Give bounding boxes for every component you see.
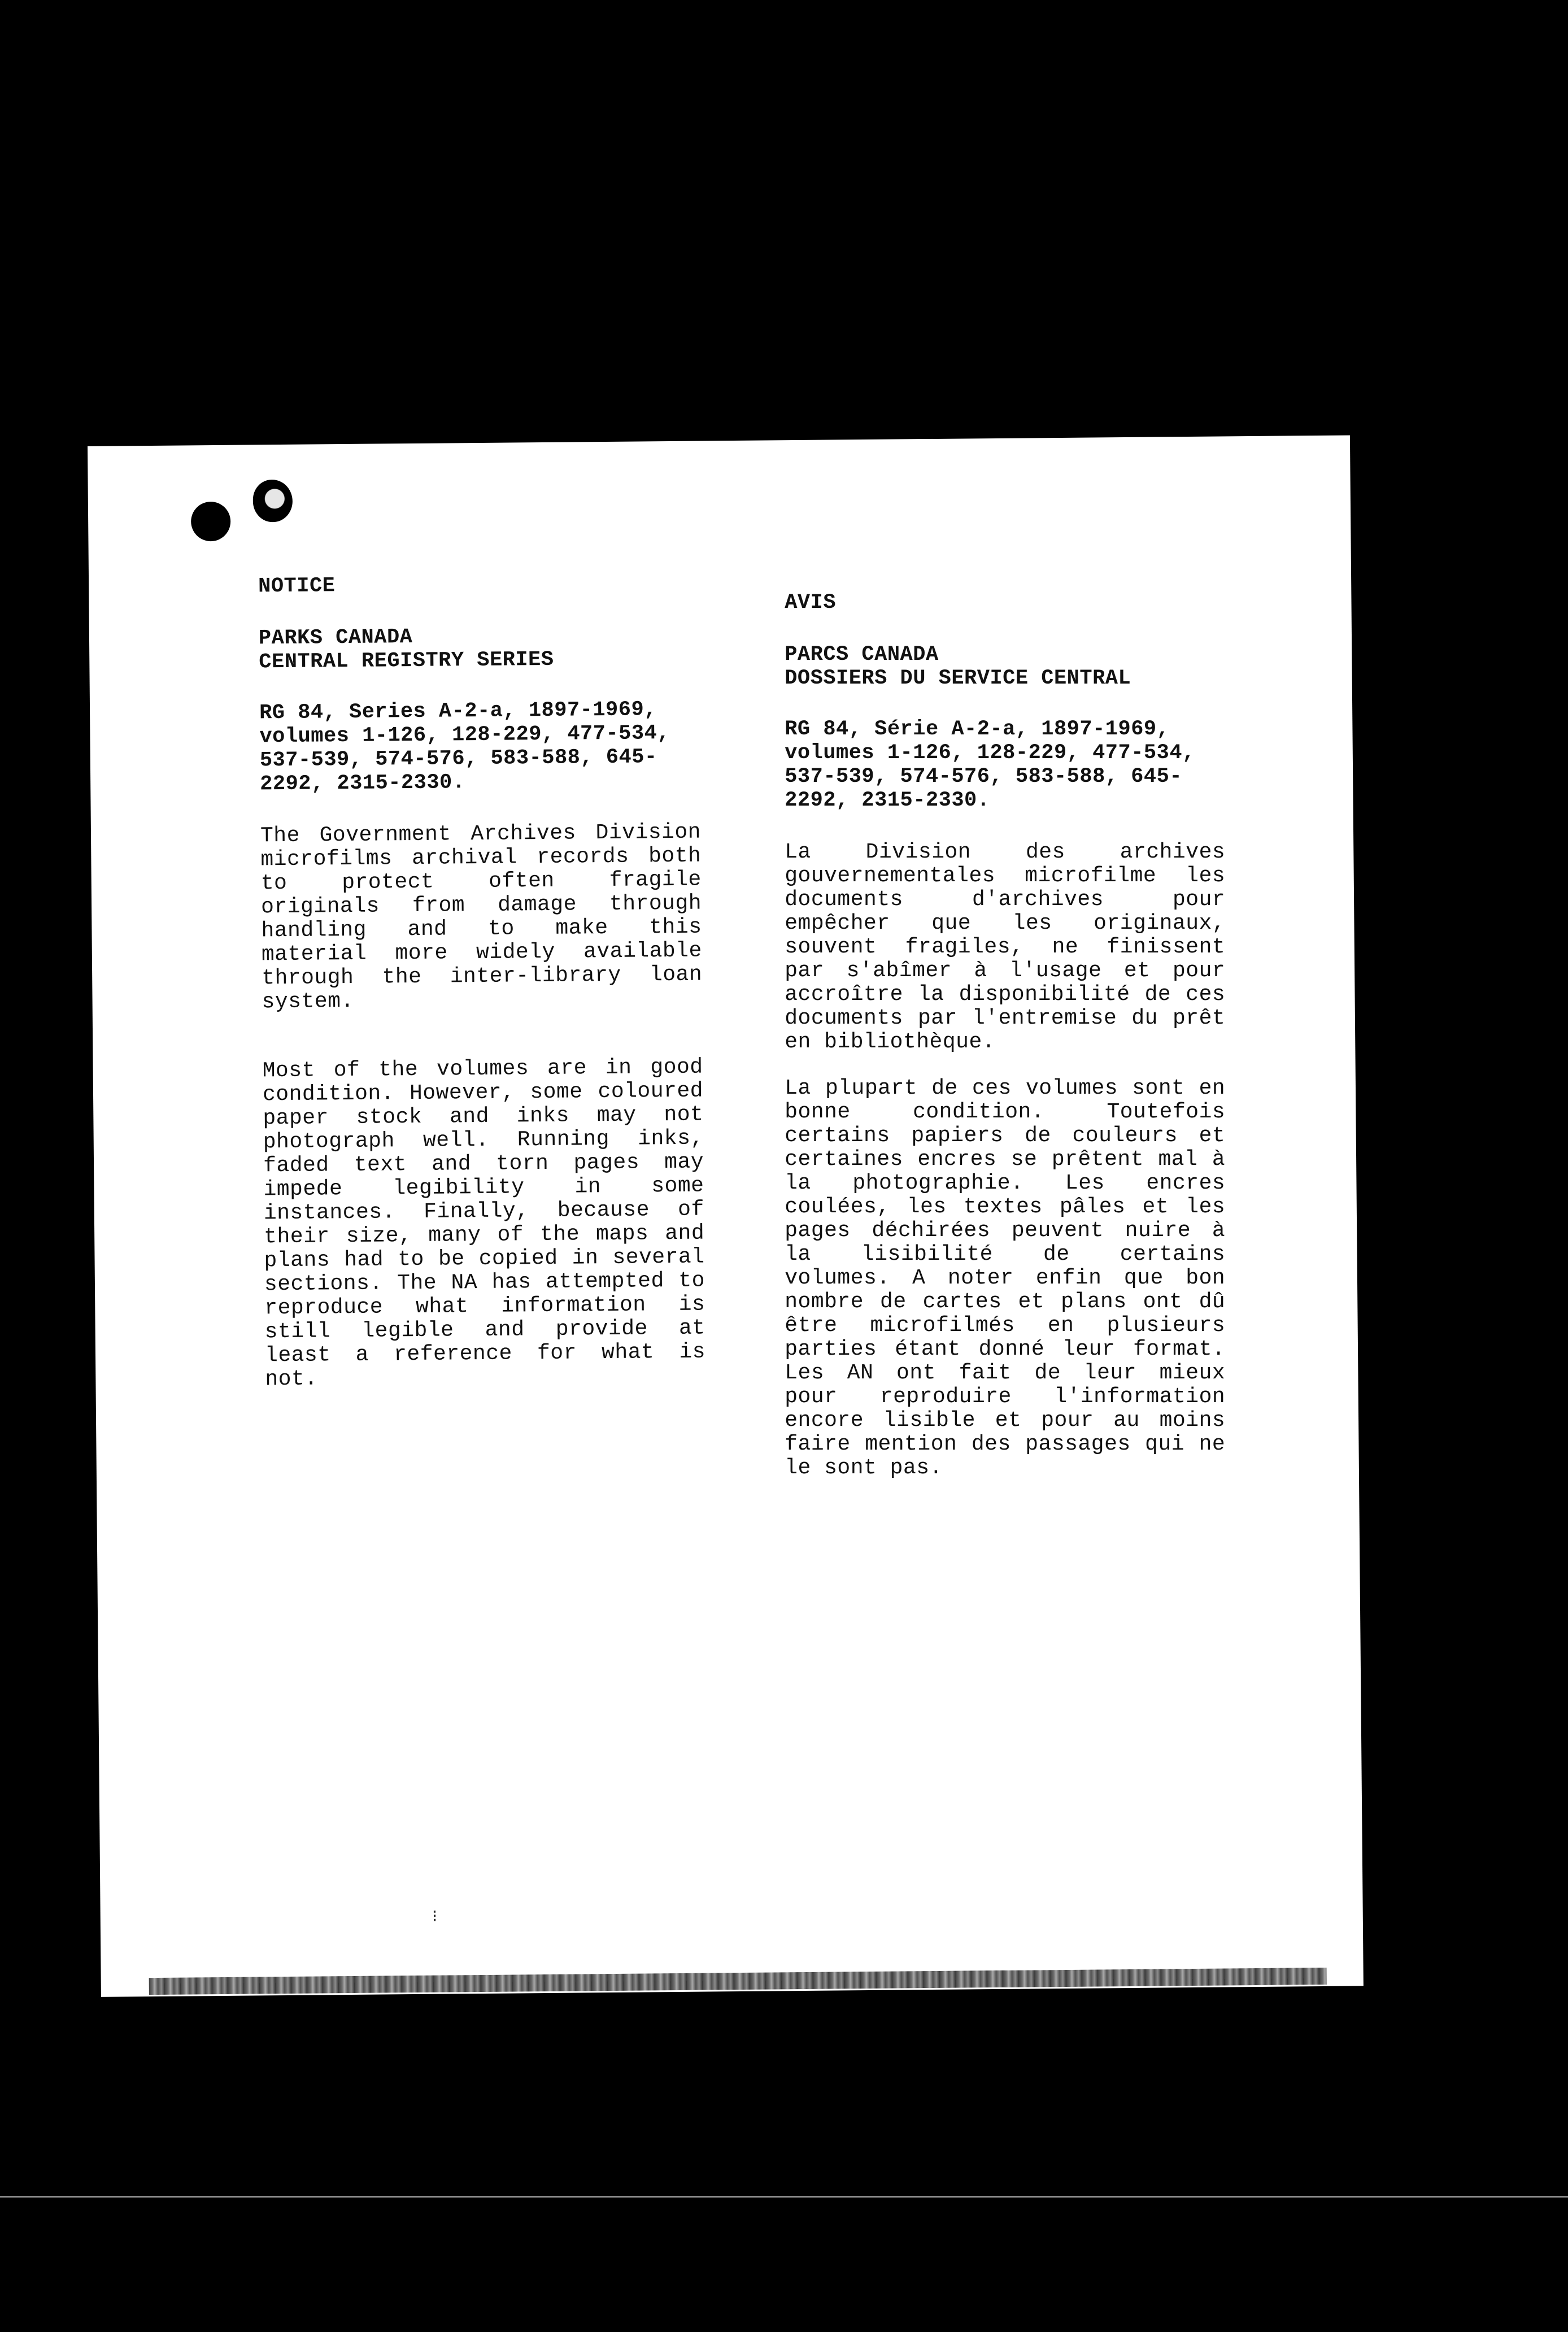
punch-hole — [191, 502, 231, 542]
series-reference-fr: RG 84, Série A-2-a, 1897-1969, volumes 1-126, 128-229, 477-534, 537-539, 574-576, 583-588, 645-2292, 2315-2330. — [785, 717, 1195, 812]
french-column — [785, 574, 1225, 1503]
notice-heading: NOTICE — [258, 574, 336, 599]
frame-divider — [0, 2196, 1568, 2198]
scanned-page — [88, 435, 1364, 1996]
stray-mark: ⁝ — [432, 1906, 438, 1926]
paragraph-condition: Most of the volumes are in good condition. However, some coloured paper stock and inks may not photograph well. Running inks, faded text and torn pages may impede legibility in some instances. Finally, because of their size, many of the maps and plans had to be copied in several sections. The NA has attempted to reproduce what information is still legible and provide at least a reference for what is not. — [262, 1055, 706, 1392]
paragraph-microfilm-purpose: The Government Archives Division microfilms archival records both to protect often fragile originals from damage through handling and to make this material more widely available through the inter-library loan system. — [260, 820, 703, 1015]
avis-heading: AVIS — [785, 590, 837, 615]
punch-hole — [253, 480, 293, 523]
organization-title: PARKS CANADA CENTRAL REGISTRY SERIES — [258, 625, 554, 675]
paragraph-microfilm-purpose-fr: La Division des archives gouvernementales microfilme les documents d'archives pour empêcher que les originaux, souvent fragiles, ne finissent par s'abîmer à l'usage et pour accroître la disponibilité de ces documents par l'entremise du prêt en bibliothèque. — [785, 839, 1226, 1054]
scan-edge-noise — [149, 1968, 1327, 1995]
organization-title-fr: PARCS CANADA DOSSIERS DU SERVICE CENTRAL — [785, 642, 1131, 690]
series-reference: RG 84, Series A-2-a, 1897-1969, volumes 1-126, 128-229, 477-534, 537-539, 574-576, 583-588, 645-2292, 2315-2330. — [259, 698, 670, 797]
paragraph-condition-fr: La plupart de ces volumes sont en bonne condition. Toutefois certains papiers de couleurs et certaines encres se prêtent mal à la photographie. Les encres coulées, les textes pâles et les pages déchirées peuvent nuire à la lisibilité de certains volumes. A noter enfin que bon nombre de cartes et plans ont dû être microfilmés en plusieurs parties étant donné leur format. Les AN ont fait de leur mieux pour reproduire l'information encore lisible et pour au moins faire mention des passages qui ne le sont pas. — [785, 1076, 1226, 1480]
english-column — [258, 571, 706, 1437]
